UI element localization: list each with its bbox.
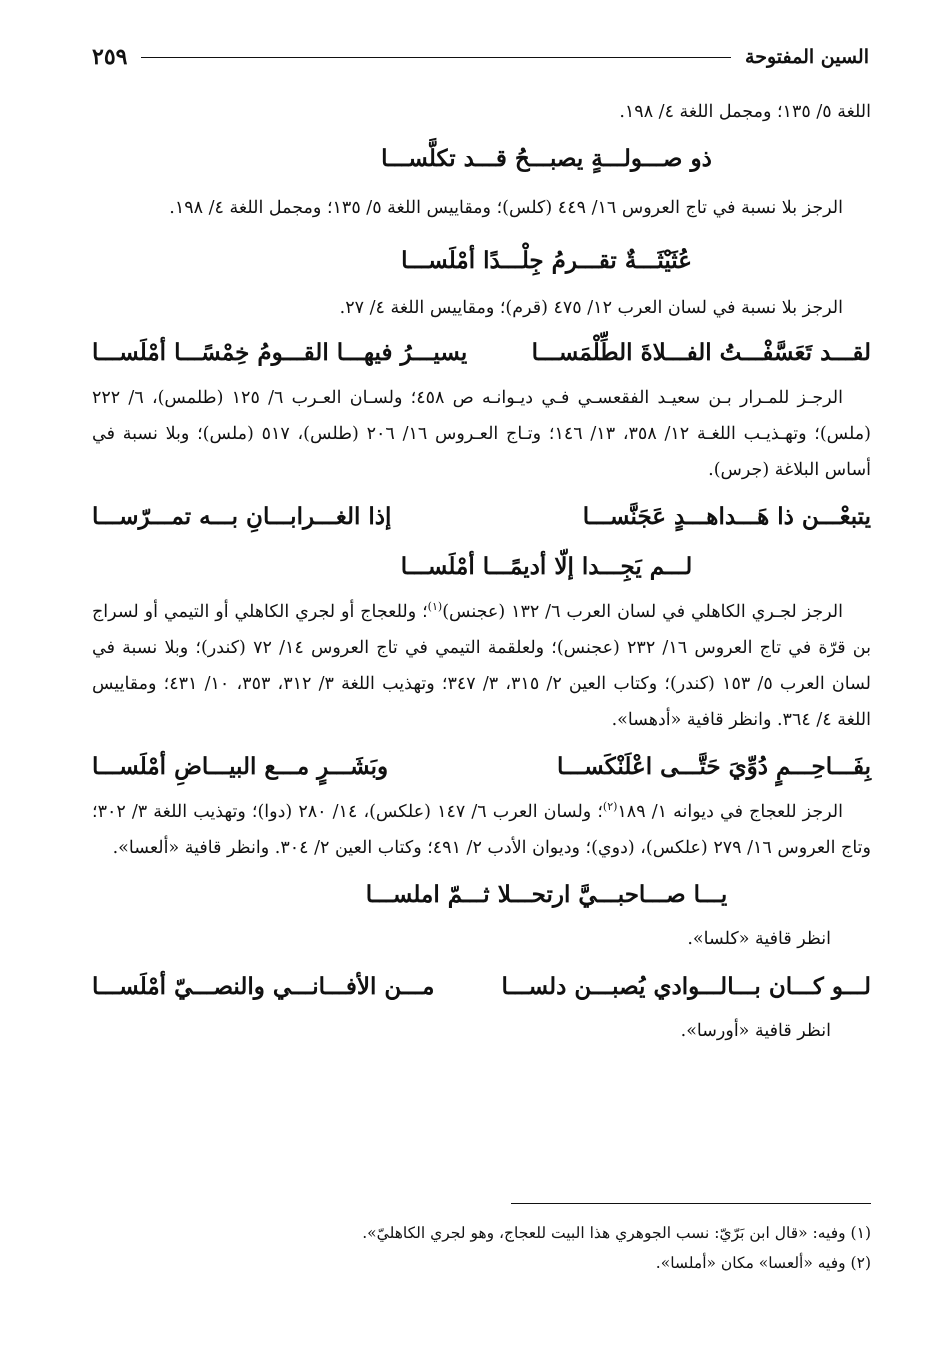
footnote: (١) وفيه: «قال ابن بَرّيّ: نسب الجوهري هذا البيت للعجاج، وهو لجري الكاهليّ». (362, 1224, 871, 1242)
verse-hemistich-first: بِفَـــاحِـــمٍ دُوِّيَ حَتَّـــى اعْلَنْكَســـا (556, 753, 871, 780)
footnote-marker[interactable]: (٢) (602, 800, 618, 814)
verse-citation: الرجز بلا نسبة في لسان العرب ١٢/ ٤٧٥ (قرم)؛ ومقاييس اللغة ٤/ ٢٧. (339, 298, 843, 318)
citation-text: الرجز للعجاج في ديوانه ١/ ١٨٩ (617, 802, 843, 822)
verse-hemistich-first: لـــو كـــان بـــالـــوادي يُصبـــن دلســـا (501, 973, 871, 1000)
verse-line (92, 492, 871, 542)
page-body (92, 94, 871, 1050)
paragraph-continuation: اللغة ٥/ ١٣٥؛ ومجمل اللغة ٤/ ١٩٨. (619, 102, 871, 122)
verse-hemistich-first: لقـــد تَعَسَّفْـــتُ الفـــلاةَ الطِّلْمَســـا (531, 339, 871, 366)
verse-hemistich-second: يسيـــرُ فيهـــا القـــومُ خِمْسًـــا أمْلَســـا (92, 339, 468, 366)
footnote-separator (511, 1203, 871, 1204)
verse-line (92, 134, 871, 184)
verse-hemistich-second: وبَشَـــرٍ مـــع البيـــاضِ أمْلَســـا (92, 753, 389, 780)
verse-hemistich: يـــا صـــاحبـــيَّ ارتحـــلا ثـــمّ املســـا (365, 881, 728, 908)
verse-hemistich-first: يتبعْـــن ذا هَـــداهـــدٍ عَجَنَّســـا (582, 503, 871, 530)
cross-reference: انظر قافية «كلسا». (687, 929, 831, 949)
running-header (92, 42, 869, 72)
verse-hemistich-second: إذا الغـــرابـــانِ بـــه تمـــرّســـا (92, 503, 392, 530)
verse-line (92, 962, 871, 1012)
citation-text: ؛ وللعجاج أو لجري الكاهلي أو التيمي أو لسراج بن قرّة في تاج العروس ١٦/ ٢٣٢ (عجنس)؛ ولعلقمة التيمي في تاج العروس ١٤/ ٧٢ (كندر)؛ وبلا نسبة في لسان العرب ٥/ ١٥٣ (كندر)؛ وكتاب العين ٢/ ٣١٥، ٣/ ٣٤٧؛ وتهذيب اللغة ٣/ ٣١٢، ٣٥٣، ١٠/ ٤٣١؛ ومقاييس اللغة ٤/ ٣٦٤. وانظر قافية «أدهسا». (92, 602, 872, 730)
verse-citation (92, 594, 871, 738)
footnote: (٢) وفيه «ألعسا» مكان «أملسا». (655, 1254, 871, 1272)
header-rule (141, 57, 731, 58)
chapter-title: السين المفتوحة (745, 46, 869, 68)
page-number: ٢٥٩ (92, 44, 128, 70)
verse-line (92, 236, 871, 286)
verse-citation: الرجز بلا نسبة في تاج العروس ١٦/ ٤٤٩ (كلس)؛ ومقاييس اللغة ٥/ ١٣٥؛ ومجمل اللغة ٤/ ١٩٨. (169, 198, 843, 218)
verse-hemistich-second: مـــن الأفـــانـــي والنصـــيّ أمْلَســـا (92, 973, 435, 1000)
verse-hemistich: لـــم يَجِـــدا إلّا أديمًـــا أمْلَســـا (400, 553, 693, 580)
verse-citation (92, 794, 871, 866)
verse-citation: الرجـز للمـرار بـن سعيـد الفقعسـي فـي ديـوانـه ص ٤٥٨؛ ولسـان العـرب ٦/ ١٢٥ (طلمس)، ٦/ ٢٢٢ (ملس)؛ وتهـذيـب اللغـة ١٢/ ٣٥٨، ١٣/ ١٤٦؛ وتـاج العـروس ١٦/ ٢٠٦ (طلس)، ٥١٧ (ملس)؛ وبلا نسبة في أساس البلاغة (جرس). (92, 388, 871, 480)
citation-text: الرجز لجـري الكاهلي في لسان العرب ٦/ ١٣٢ (عجنس) (442, 602, 843, 622)
verse-line (92, 328, 871, 378)
citation-text: ؛ ولسان العرب ٦/ ١٤٧ (علكس)، ١٤/ ٢٨٠ (دوا)؛ وتهذيب اللغة ٣/ ٣٠٢؛ وتاج العروس ١٦/ ٢٧٩ (علكس)، (دوي)؛ وديوان الأدب ٢/ ٤٩١؛ وكتاب العين ٢/ ٣٠٤. وانظر قافية «ألعسا». (92, 802, 871, 858)
verse-hemistich: ذو صـــولـــةٍ يصبـــحُ قـــد تكلَّســـا (381, 145, 712, 172)
footnotes (92, 1218, 871, 1278)
footnote-marker[interactable]: (١) (427, 600, 443, 614)
verse-hemistich: عُثَيْثَـــةٌ تقـــرمُ جِلْـــدًا أمْلَســـا (401, 247, 692, 274)
cross-reference: انظر قافية «أورسا». (680, 1021, 831, 1041)
verse-line (92, 870, 871, 920)
verse-line (92, 742, 871, 792)
verse-line (92, 542, 871, 592)
